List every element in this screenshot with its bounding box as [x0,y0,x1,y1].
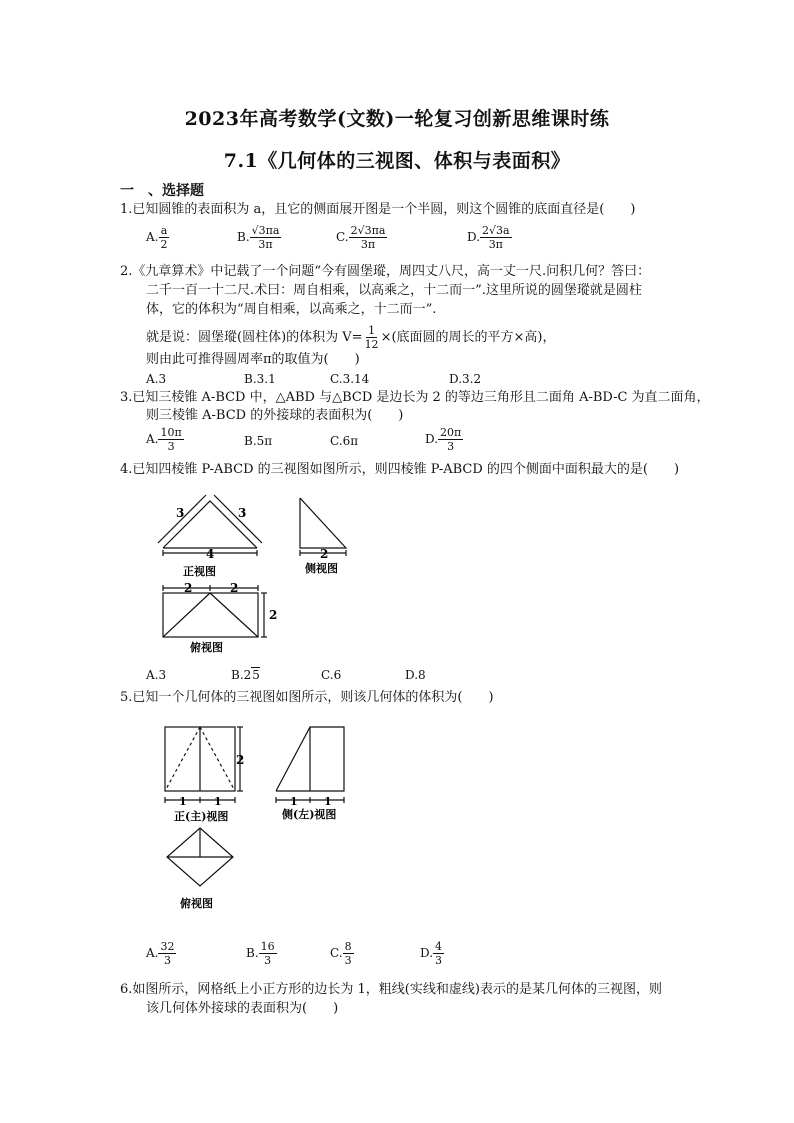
question-2-line-2: 二千一百一十二尺.术曰：周自相乘，以高乘之，十二而一”.这里所说的圆堡瑽就是圆柱 [146,283,642,298]
q1-option-c: C. $\frac{2√3\pi a}{3\pi}$ [336,224,386,251]
q4-option-a: A.3 [146,668,167,682]
q4-dim-right-slant: 3 [238,506,247,520]
q2-option-d: D.3.2 [449,372,482,386]
q2-option-c: C.3.14 [330,372,370,386]
q5-side-view-label: 侧(左)视图 [282,808,337,821]
question-2-line-5: 则由此可推得圆周率π的取值为( ) [146,352,360,367]
question-2-line-1: 2.《九章算术》中记载了一个问题“今有圆堡瑽，周四丈八尺，高一丈一尺.问积几何？答曰： [120,264,651,279]
section-heading: 一 、选择题 [120,183,204,199]
question-3-line-1: 3.已知三棱锥 A-BCD 中，△ABD 与△BCD 是边长为 2 的等边三角形且二面角 A-BD-C 为直二面角， [120,390,710,405]
q4-side-view-label: 侧视图 [305,562,338,575]
q5-front-view-label: 正(主)视图 [174,810,229,823]
question-6-line-2: 该几何体外接球的表面积为( ) [146,1001,339,1016]
question-1-stem: 1.已知圆锥的表面积为 a，且它的侧面展开图是一个半圆，则这个圆锥的底面直径是( ) [120,202,636,217]
q4-dim-top-right: 2 [230,581,239,595]
q5-dim-side-right: 1 [324,795,332,808]
q4-option-c: C.6 [321,668,342,682]
q5-option-a: A. $\frac{32}{3}$ [146,940,175,967]
q4-three-view-figure [150,485,380,655]
q4-dim-base: 4 [206,547,215,561]
q3-option-a: A. $\frac{10\pi}{3}$ [146,426,182,453]
q5-top-view-label: 俯视图 [180,897,213,910]
q1-option-b: B. $\frac{√3\pi a}{3\pi}$ [237,224,280,251]
question-4-stem: 4.已知四棱锥 P-ABCD 的三视图如图所示，则四棱锥 P-ABCD 的四个侧面中面积最大的是( ) [120,462,680,477]
q5-option-b: B. $\frac{16}{3}$ [246,940,275,967]
q4-option-b: B.25 [231,668,260,682]
q3-option-d: D. $\frac{20\pi}{3}$ [425,426,462,453]
q5-dim-front-left: 1 [179,795,187,808]
question-6-line-1: 6.如图所示，网格纸上小正方形的边长为 1，粗线(实线和虚线)表示的是某几何体的三视图，则 [120,982,662,997]
q4-option-d: D.8 [405,668,426,682]
page-title: 2023年高考数学(文数)一轮复习创新思维课时练 [184,108,610,130]
q1-option-d: D. $\frac{2√3a}{3\pi}$ [467,224,510,251]
q5-dim-side-left: 1 [290,795,298,808]
q1-option-a: A. $\frac{a}{2}$ [146,224,168,251]
q5-dim-height: 2 [236,753,245,767]
question-3-line-2: 则三棱锥 A-BCD 的外接球的表面积为( ) [146,408,404,423]
q3-option-c: C.6π [330,434,359,448]
q4-dim-left-slant: 3 [176,506,185,520]
question-5-stem: 5.已知一个几何体的三视图如图所示，则该几何体的体积为( ) [120,690,494,705]
q4-dim-side: 2 [320,547,329,561]
question-2-line-3: 体，它的体积为“周自相乘，以高乘之，十二而一”. [146,302,437,317]
q4-front-view-label: 正视图 [183,565,216,578]
q5-dim-front-right: 1 [214,795,222,808]
q5-option-d: D. $\frac{4}{3}$ [420,940,443,967]
page-subtitle: 7.1《几何体的三视图、体积与表面积》 [223,150,571,172]
question-2-formula: 就是说：圆堡瑽(圆柱体)的体积为 V= $\frac{1}{12}$ ×(底面圆的周长的平方×高)， [146,324,556,351]
q5-three-view-figure [160,720,360,920]
q2-option-b: B.3.1 [244,372,276,386]
q4-dim-top-left: 2 [184,581,193,595]
q2-option-a: A.3 [146,372,167,386]
q4-top-view-label: 俯视图 [190,641,223,654]
q4-dim-top-height: 2 [269,608,278,622]
q3-option-b: B.5π [244,434,273,448]
q5-option-c: C. $\frac{8}{3}$ [330,940,352,967]
